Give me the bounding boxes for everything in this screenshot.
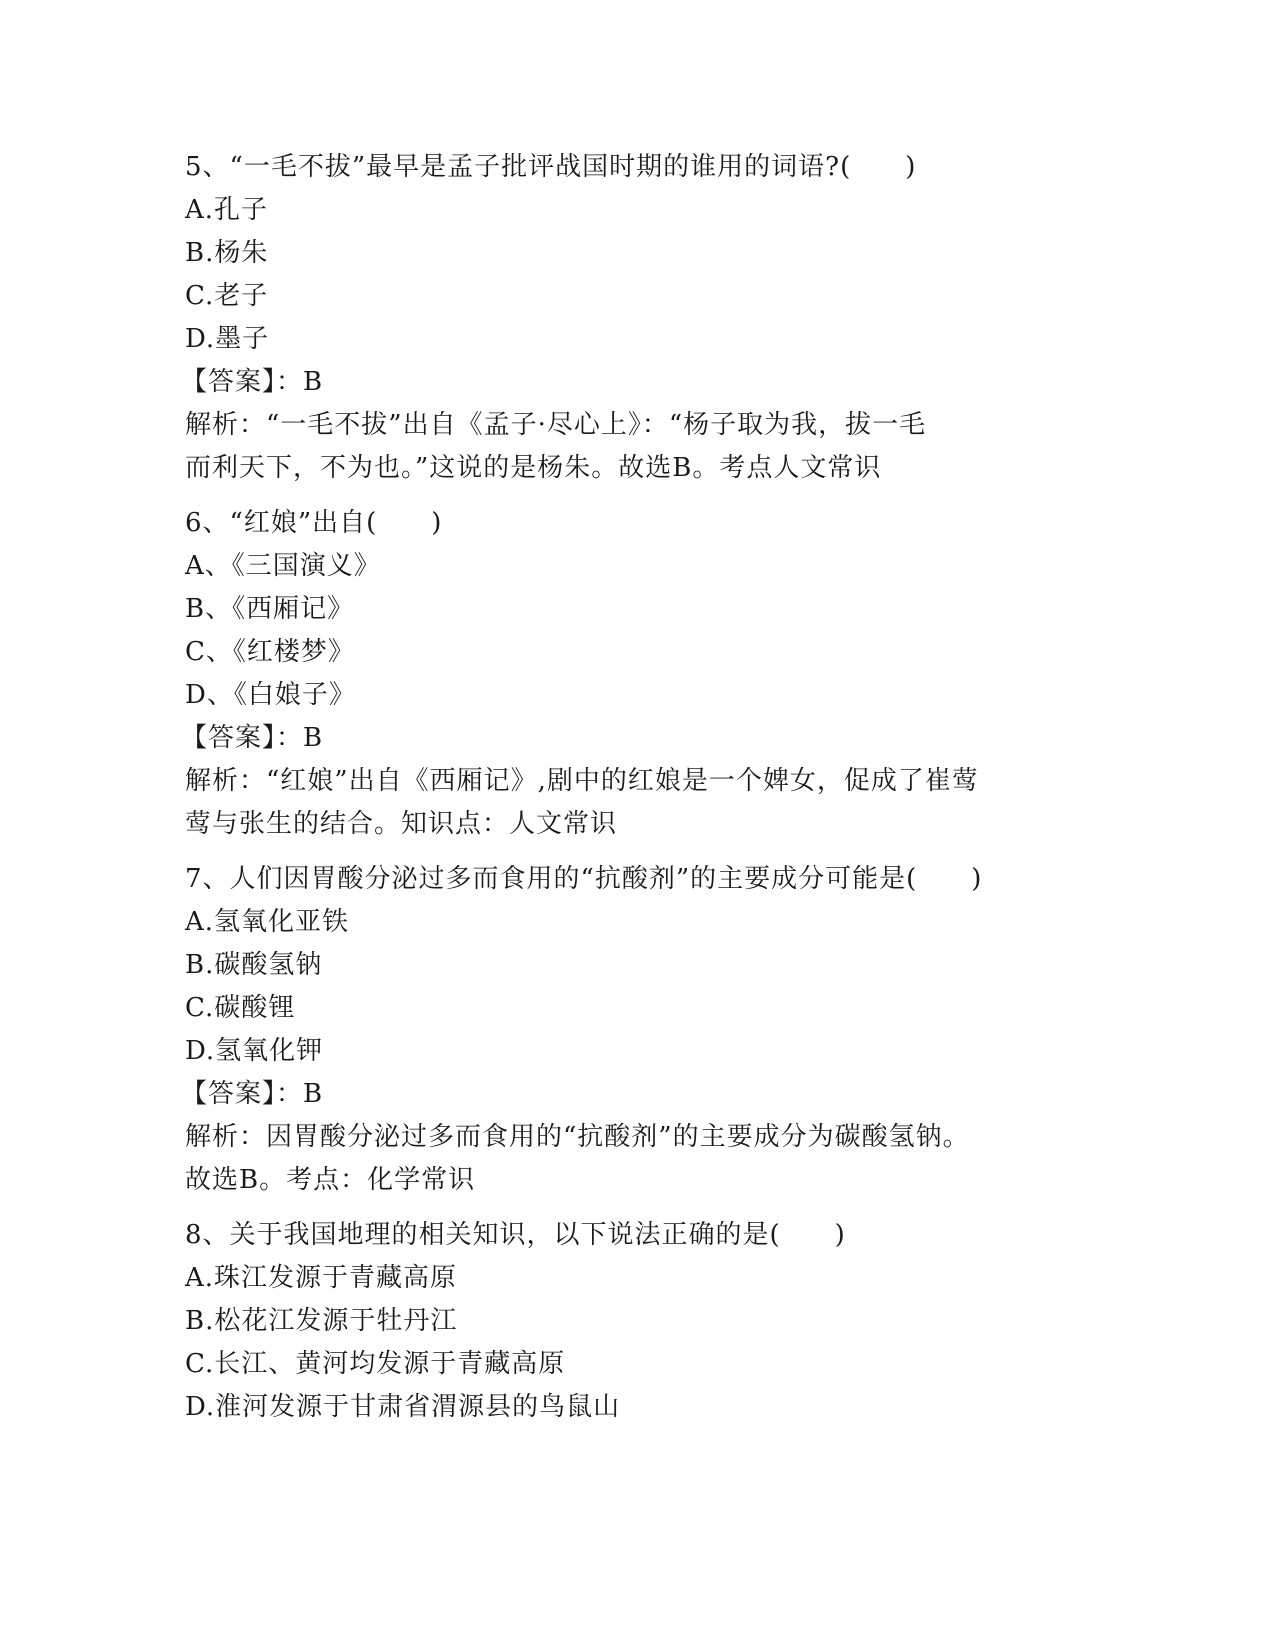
option-b: B、《西厢记》: [185, 594, 355, 624]
analysis-line: 而利天下，不为也。”这说的是杨朱。故选B。考点人文常识: [185, 453, 882, 483]
option-a: A.珠江发源于青藏高原: [185, 1263, 458, 1293]
option-d: D.淮河发源于甘肃省渭源县的鸟鼠山: [185, 1392, 621, 1422]
option-a: A.孔子: [185, 195, 269, 225]
analysis-line: 故选B。考点：化学常识: [185, 1165, 476, 1195]
question-8: [185, 1214, 1085, 1429]
option-a: A.氢氧化亚铁: [185, 907, 350, 937]
answer: 【答案】：B: [181, 367, 324, 397]
option-c: C.长江、黄河均发源于青藏高原: [185, 1349, 566, 1379]
option-d: D.墨子: [185, 324, 270, 354]
question-stem: 8、关于我国地理的相关知识，以下说法正确的是( ): [185, 1220, 846, 1250]
question-stem: 7、人们因胃酸分泌过多而食用的“抗酸剂”的主要成分可能是( ): [185, 864, 983, 894]
question-stem: 6、“红娘”出自( ): [185, 508, 443, 538]
question-7: [181, 858, 1085, 1202]
option-c: C.碳酸锂: [185, 993, 296, 1023]
option-c: C、《红楼梦》: [185, 637, 355, 667]
analysis-line: 解析：“红娘”出自《西厢记》,剧中的红娘是一个婢女，促成了崔莺: [185, 766, 979, 796]
analysis-line: 解析：“一毛不拔”出自《孟子·尽心上》：“杨子取为我，拔一毛: [185, 410, 927, 440]
question-5: [181, 146, 1085, 490]
option-c: C.老子: [185, 281, 269, 311]
analysis-line: 解析：因胃酸分泌过多而食用的“抗酸剂”的主要成分为碳酸氢钠。: [185, 1122, 970, 1152]
question-6: [181, 502, 1085, 846]
option-b: B.松花江发源于牡丹江: [185, 1306, 458, 1336]
option-b: B.碳酸氢钠: [185, 950, 323, 980]
option-d: D.氢氧化钾: [185, 1036, 324, 1066]
document-page: [181, 146, 1085, 1441]
answer: 【答案】：B: [181, 1079, 324, 1109]
question-stem: 5、“一毛不拔”最早是孟子批评战国时期的谁用的词语?( ): [185, 152, 917, 182]
option-a: A、《三国演义》: [185, 551, 381, 581]
option-b: B.杨朱: [185, 238, 269, 268]
analysis-line: 莺与张生的结合。知识点：人文常识: [185, 809, 618, 839]
option-d: D、《白娘子》: [185, 680, 356, 710]
answer: 【答案】：B: [181, 723, 324, 753]
